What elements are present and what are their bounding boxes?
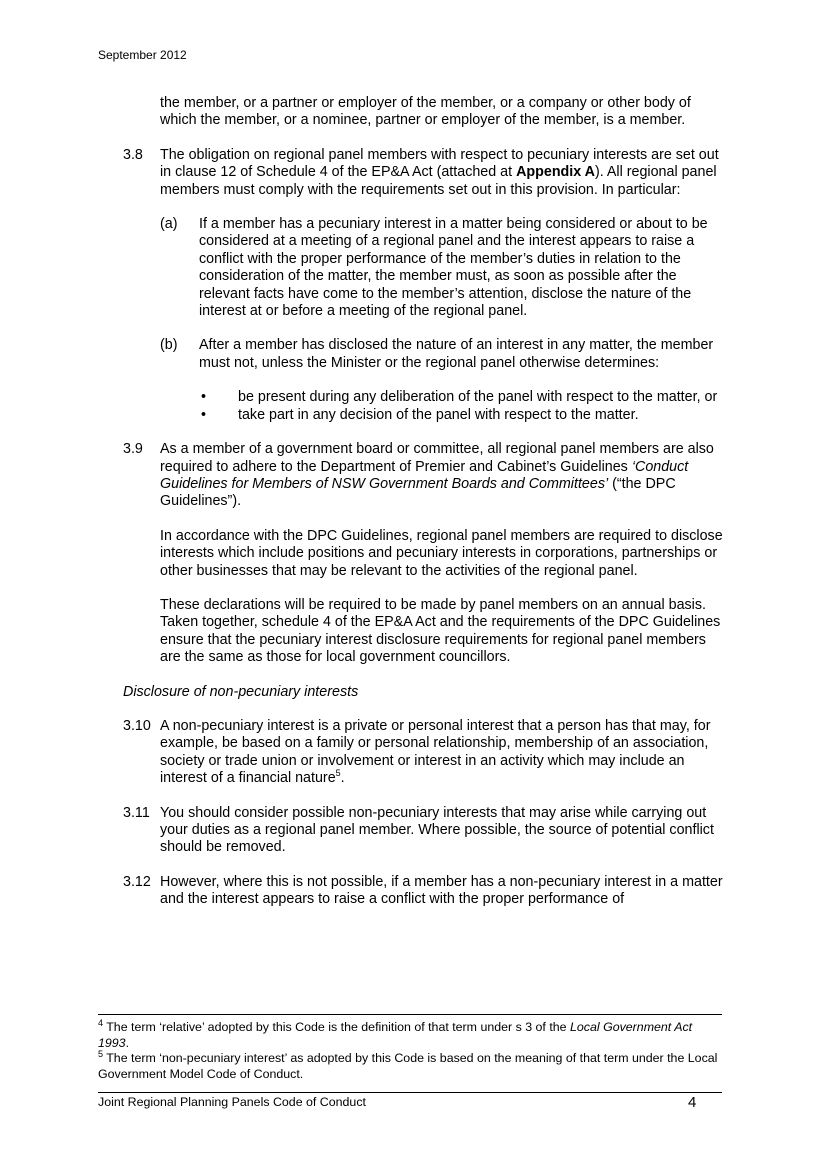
body-text [123, 95, 723, 926]
clause-text: The obligation on regional panel members with respect to pecuniary interests are set out in clause 12 of Schedule 4 of the EP&A Act (attached at Appendix A). All regional panel members must comply with the requirements set out in this provision. In particular: [160, 146, 719, 198]
clause-number: 3.12 [123, 873, 151, 890]
list-item: • be present during any deliberation of the panel with respect to the matter, or [201, 389, 718, 406]
clause-number: 3.11 [123, 804, 150, 821]
section-heading: Disclosure of non-pecuniary interests [123, 683, 359, 700]
clause-3-9 [123, 441, 723, 666]
list-item: • take part in any decision of the panel with respect to the matter. [201, 406, 639, 423]
clause-text: In accordance with the DPC Guidelines, regional panel members are required to disclose interests which include positions and pecuniary interests in corporations, partnerships or other businesses that may be relevant to the activities of the regional panel. [160, 527, 723, 579]
bullet-icon: • [201, 389, 207, 406]
clause-3-12 [123, 874, 723, 909]
footnote-divider [98, 1014, 722, 1015]
bullet-list [199, 389, 723, 424]
intro-paragraph: the member, or a partner or employer of the member, or a company or other body of which the member, or a nominee, partner or employer of the member, is a member. [160, 95, 691, 129]
subclause-a: (a) If a member has a pecuniary interest in a matter being considered or about to be considered at a meeting of a regional panel and the interest appears to raise a conflict with the proper performance of the member’s duties in relation to the consideration of the matter, the member must, as soon as possible after the relevant facts have come to the member’s attention, disclose the nature of the interest at or before a meeting of the regional panel. [160, 216, 708, 320]
clause-number: 3.9 [123, 441, 143, 458]
appendix-reference: Appendix A [516, 164, 595, 181]
guidelines-title: ‘Conduct Guidelines for Members of NSW Government Boards and Committees’ [160, 458, 689, 492]
clause-3-10 [123, 718, 723, 788]
clause-text: A non-pecuniary interest is a private or personal interest that a person has that may, for example, be based on a family or personal relationship, membership of an association, society or trade union or involvement or interest in an activity which may include an interest of a financial nature$^5$. [160, 717, 711, 787]
footer-title: Joint Regional Planning Panels Code of Conduct [98, 1095, 366, 1109]
footnotes [98, 1017, 722, 1082]
clause-number: 3.10 [123, 717, 151, 734]
footer-divider [98, 1092, 722, 1093]
clause-text: However, where this is not possible, if a member has a non-pecuniary interest in a matter and the interest appears to raise a conflict with the proper performance of [160, 873, 723, 908]
bullet-icon: • [201, 406, 207, 423]
page-number: 4 [688, 1094, 697, 1111]
footnote-4: $^4$ The term ‘relative’ adopted by this Code is the definition of that term under s 3 of the Local Government Act 1993. [98, 1017, 693, 1050]
subclause-b: (b) After a member has disclosed the nature of an interest in any matter, the member must not, unless the Minister or the regional panel otherwise determines: • be present during any deliberation of the panel with respect to the matter, or • take part in any decision of the panel with respect to the matter. [160, 337, 723, 424]
footnote-5: $^5$ The term ‘non-pecuniary interest’ as adopted by this Code is based on the meaning of that term under the Local Government Model Code of Conduct. [98, 1048, 718, 1081]
footnote-reference: 5 [335, 768, 341, 779]
clause-3-11 [123, 805, 723, 857]
clause-text: These declarations will be required to be made by panel members on an annual basis. Taken together, schedule 4 of the EP&A Act and the requirements of the DPC Guidelines ensure that the pecuniary interest disclosure requirements for regional panel members are the same as those for local government councillors. [160, 596, 721, 666]
clause-3-8 [123, 147, 723, 424]
clause-text: You should consider possible non-pecuniary interests that may arise while carrying out your duties as a regional panel member. Where possible, the source of potential conflict should be removed. [160, 804, 714, 856]
clause-text: As a member of a government board or committee, all regional panel members are also required to adhere to the Department of Premier and Cabinet’s Guidelines ‘Conduct Guidelines for Members of NSW Government Boards and Committees’ (“the DPC Guidelines”). [160, 441, 714, 510]
clause-number: 3.8 [123, 146, 143, 163]
header-date: September 2012 [98, 48, 187, 62]
